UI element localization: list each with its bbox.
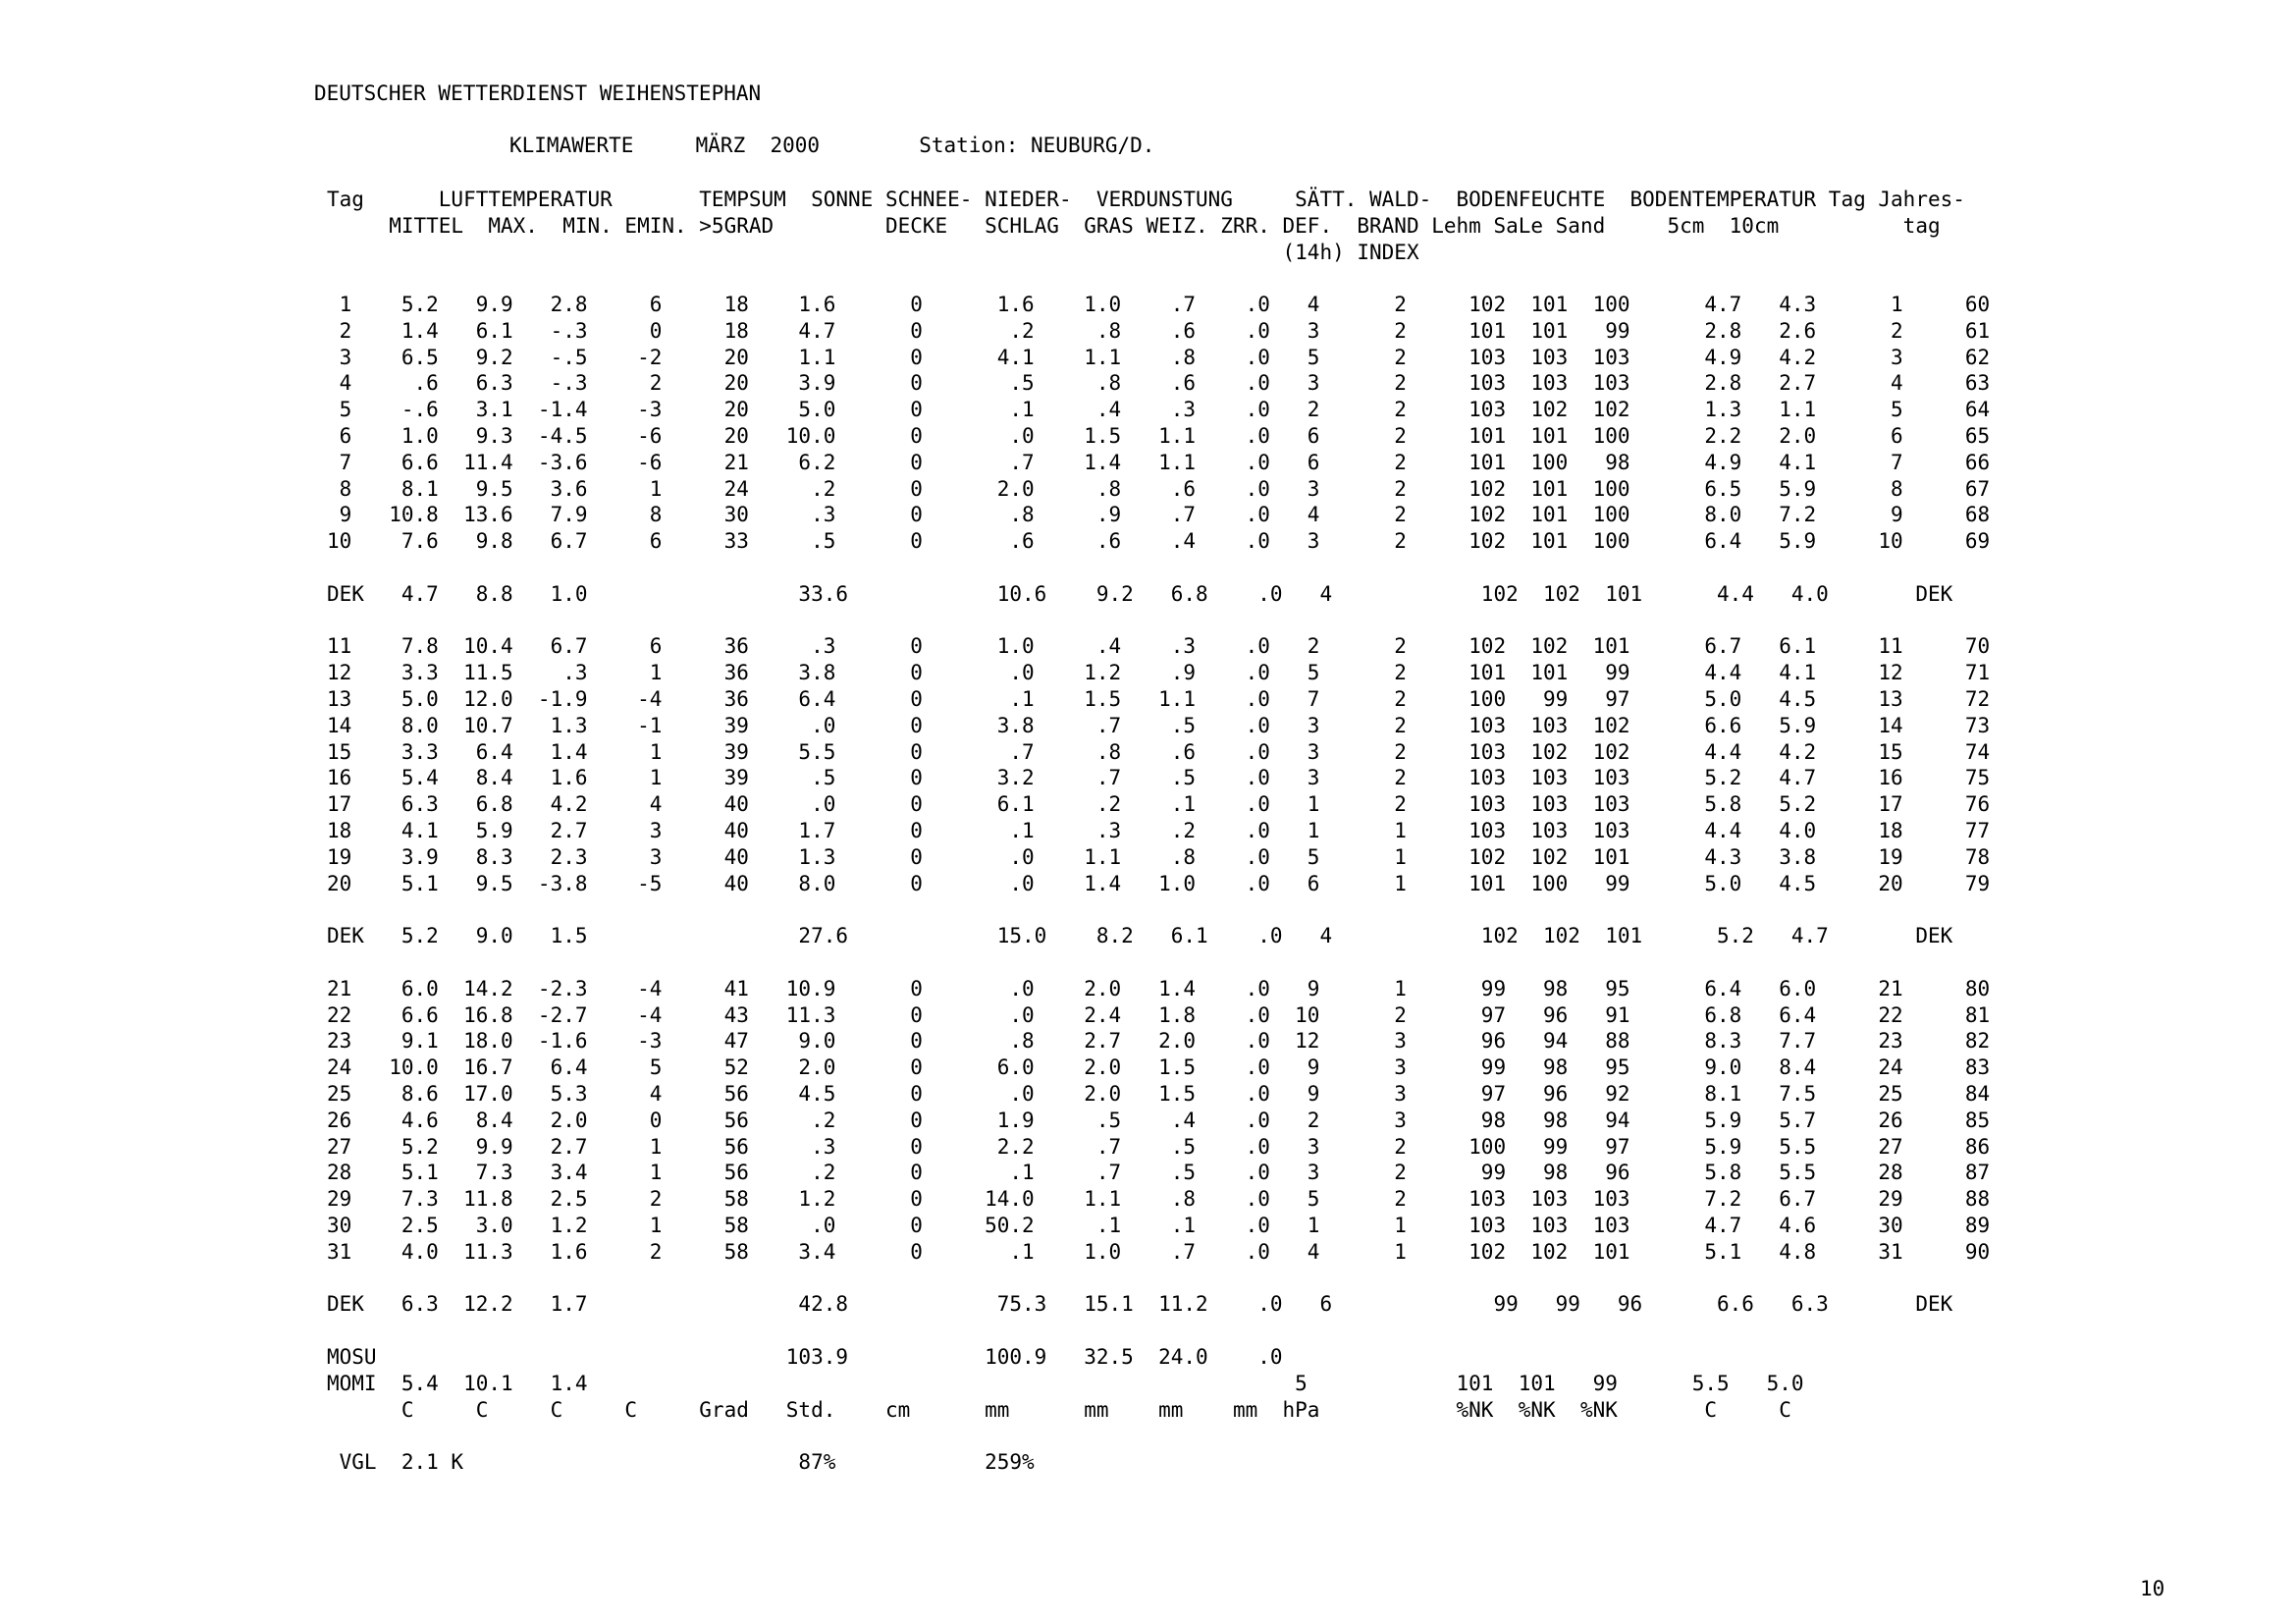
table-row: DEK 6.3 12.2 1.7 42.8 75.3 15.1 11.2 .0 6 99 99 96 6.6 6.3 DEK <box>327 1292 1953 1316</box>
table-row: 24 10.0 16.7 6.4 5 52 2.0 0 6.0 2.0 1.5 .0 9 3 99 98 95 9.0 8.4 24 83 <box>327 1055 1991 1079</box>
table-row: 25 8.6 17.0 5.3 4 56 4.5 0 .0 2.0 1.5 .0 9 3 97 96 92 8.1 7.5 25 84 <box>327 1082 1991 1106</box>
table-row: 30 2.5 3.0 1.2 1 58 .0 0 50.2 .1 .1 .0 1 1 103 103 103 4.7 4.6 30 89 <box>327 1214 1991 1237</box>
table-row: 2 1.4 6.1 -.3 0 18 4.7 0 .2 .8 .6 .0 3 2 101 101 99 2.8 2.6 2 61 <box>327 319 1991 343</box>
table-row: C C C C Grad Std. cm mm mm mm mm hPa %NK %NK %NK C C <box>327 1398 1791 1422</box>
table-row: 9 10.8 13.6 7.9 8 30 .3 0 .8 .9 .7 .0 4 2 102 101 100 8.0 7.2 9 68 <box>327 503 1991 526</box>
table-row: 3 6.5 9.2 -.5 -2 20 1.1 0 4.1 1.1 .8 .0 5 2 103 103 103 4.9 4.2 3 62 <box>327 346 1991 369</box>
table-row: 4 .6 6.3 -.3 2 20 3.9 0 .5 .8 .6 .0 3 2 103 103 103 2.8 2.7 4 63 <box>327 371 1991 395</box>
report-subtitle: KLIMAWERTE MÄRZ 2000 Station: NEUBURG/D. <box>509 134 1155 157</box>
column-header-line: MITTEL MAX. MIN. EMIN. >5GRAD DECKE SCHLAG GRAS WEIZ. ZRR. DEF. BRAND Lehm SaLe Sand 5cm 10cm tag <box>327 213 1941 238</box>
table-row: 10 7.6 9.8 6.7 6 33 .5 0 .6 .6 .4 .0 3 2 102 101 100 6.4 5.9 10 69 <box>327 529 1991 553</box>
table-row: 21 6.0 14.2 -2.3 -4 41 10.9 0 .0 2.0 1.4 .0 9 1 99 98 95 6.4 6.0 21 80 <box>327 977 1991 1001</box>
table-row: 11 7.8 10.4 6.7 6 36 .3 0 1.0 .4 .3 .0 2 2 102 102 101 6.7 6.1 11 70 <box>327 634 1991 658</box>
table-row: 5 -.6 3.1 -1.4 -3 20 5.0 0 .1 .4 .3 .0 2 2 103 102 102 1.3 1.1 5 64 <box>327 398 1991 421</box>
table-row: 29 7.3 11.8 2.5 2 58 1.2 0 14.0 1.1 .8 .0 5 2 103 103 103 7.2 6.7 29 88 <box>327 1187 1991 1211</box>
column-header-line: Tag LUFTTEMPERATUR TEMPSUM SONNE SCHNEE- NIEDER- VERDUNSTUNG SÄTT. WALD- BODENFEUCHTE BODENTEMPERATUR Tag Jahres- <box>327 188 1965 211</box>
table-row: 28 5.1 7.3 3.4 1 56 .2 0 .1 .7 .5 .0 3 2 99 98 96 5.8 5.5 28 87 <box>327 1161 1991 1184</box>
table-row: 27 5.2 9.9 2.7 1 56 .3 0 2.2 .7 .5 .0 3 2 100 99 97 5.9 5.5 27 86 <box>327 1135 1991 1159</box>
table-row: 1 5.2 9.9 2.8 6 18 1.6 0 1.6 1.0 .7 .0 4 2 102 101 100 4.7 4.3 1 60 <box>327 293 1991 316</box>
table-row: 8 8.1 9.5 3.6 1 24 .2 0 2.0 .8 .6 .0 3 2 102 101 100 6.5 5.9 8 67 <box>327 477 1991 501</box>
table-row: DEK 5.2 9.0 1.5 27.6 15.0 8.2 6.1 .0 4 102 102 101 5.2 4.7 DEK <box>327 924 1953 947</box>
column-header-line: (14h) INDEX <box>327 240 1419 264</box>
table-row: 14 8.0 10.7 1.3 -1 39 .0 0 3.8 .7 .5 .0 3 2 103 103 102 6.6 5.9 14 73 <box>327 714 1991 737</box>
table-row: 6 1.0 9.3 -4.5 -6 20 10.0 0 .0 1.5 1.1 .0 6 2 101 101 100 2.2 2.0 6 65 <box>327 424 1991 448</box>
table-row: 23 9.1 18.0 -1.6 -3 47 9.0 0 .8 2.7 2.0 .0 12 3 96 94 88 8.3 7.7 23 82 <box>327 1029 1991 1053</box>
table-row: 7 6.6 11.4 -3.6 -6 21 6.2 0 .7 1.4 1.1 .0 6 2 101 100 98 4.9 4.1 7 66 <box>327 451 1991 474</box>
table-row: 12 3.3 11.5 .3 1 36 3.8 0 .0 1.2 .9 .0 5 2 101 101 99 4.4 4.1 12 71 <box>327 661 1991 684</box>
institution-heading: DEUTSCHER WETTERDIENST WEIHENSTEPHAN <box>314 81 762 105</box>
page-number: 10 <box>2140 1577 2165 1600</box>
table-row: 22 6.6 16.8 -2.7 -4 43 11.3 0 .0 2.4 1.8 .0 10 2 97 96 91 6.8 6.4 22 81 <box>327 1003 1991 1027</box>
table-row: 16 5.4 8.4 1.6 1 39 .5 0 3.2 .7 .5 .0 3 2 103 103 103 5.2 4.7 16 75 <box>327 766 1991 789</box>
table-row: 31 4.0 11.3 1.6 2 58 3.4 0 .1 1.0 .7 .0 4 1 102 102 101 5.1 4.8 31 90 <box>327 1240 1991 1264</box>
table-row: MOSU 103.9 100.9 32.5 24.0 .0 <box>327 1345 1283 1369</box>
table-row: 26 4.6 8.4 2.0 0 56 .2 0 1.9 .5 .4 .0 2 3 98 98 94 5.9 5.7 26 85 <box>327 1109 1991 1132</box>
table-row: 17 6.3 6.8 4.2 4 40 .0 0 6.1 .2 .1 .0 1 2 103 103 103 5.8 5.2 17 76 <box>327 792 1991 816</box>
table-row: 19 3.9 8.3 2.3 3 40 1.3 0 .0 1.1 .8 .0 5 1 102 102 101 4.3 3.8 19 78 <box>327 845 1991 869</box>
table-row: VGL 2.1 K 87% 259% <box>327 1450 1035 1474</box>
table-row: 18 4.1 5.9 2.7 3 40 1.7 0 .1 .3 .2 .0 1 1 103 103 103 4.4 4.0 18 77 <box>327 819 1991 842</box>
table-row: 13 5.0 12.0 -1.9 -4 36 6.4 0 .1 1.5 1.1 .0 7 2 100 99 97 5.0 4.5 13 72 <box>327 687 1991 711</box>
table-row: MOMI 5.4 10.1 1.4 5 101 101 99 5.5 5.0 <box>327 1372 1804 1395</box>
table-row: DEK 4.7 8.8 1.0 33.6 10.6 9.2 6.8 .0 4 102 102 101 4.4 4.0 DEK <box>327 582 1953 606</box>
table-row: 15 3.3 6.4 1.4 1 39 5.5 0 .7 .8 .6 .0 3 2 103 102 102 4.4 4.2 15 74 <box>327 740 1991 764</box>
table-row: 20 5.1 9.5 -3.8 -5 40 8.0 0 .0 1.4 1.0 .0 6 1 101 100 99 5.0 4.5 20 79 <box>327 872 1991 895</box>
